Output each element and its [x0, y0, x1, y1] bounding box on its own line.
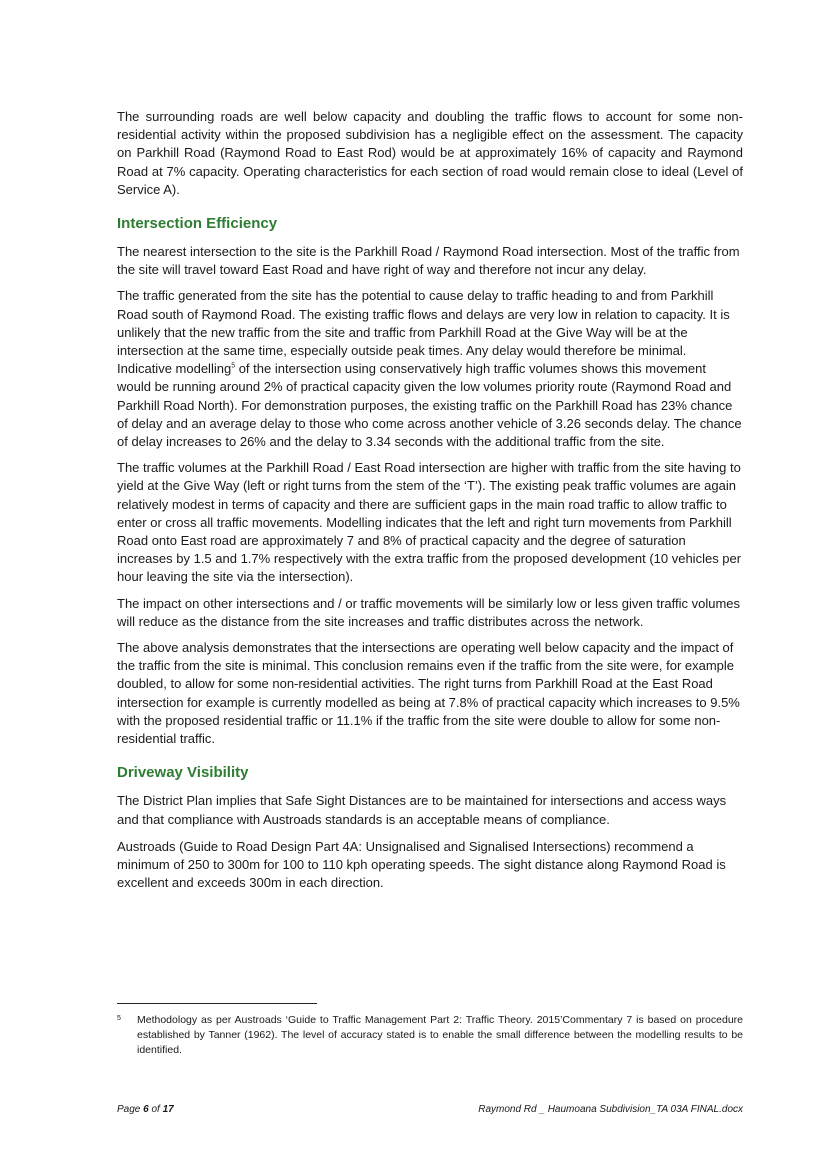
document-filename: Raymond Rd _ Haumoana Subdivision_TA 03A FINAL.docx — [478, 1104, 743, 1115]
paragraph-east-road-intersection: The traffic volumes at the Parkhill Road / East Road intersection are higher with traffic from the site having to yield at the Give Way (left or right turns from the stem of the ‘T’). The existing peak traffic volumes are again relatively modest in terms of capacity and there are sufficient gaps in the main road traffic to allow traffic to enter or cross all traffic movements. Modelling indicates that the left and right turn movements from Parkhill Road onto East road are approximately 7 and 8% of practical capacity and the degree of saturation increases by 1.5 and 1.7% respectively with the extra traffic from the proposed development (10 vehicles per hour leaving the site via the intersection). — [117, 460, 742, 585]
heading-intersection-efficiency: Intersection Efficiency — [117, 215, 278, 233]
paragraph-other-intersections: The impact on other intersections and / or traffic movements will be similarly low or less given traffic volumes will reduce as the distance from the site increases and traffic distributes across the network. — [117, 595, 741, 629]
page-current: 6 — [143, 1104, 149, 1115]
page-total: 17 — [162, 1104, 174, 1115]
footnote-separator — [117, 1003, 317, 1004]
page-footer — [117, 1104, 743, 1115]
footnote-number: 5 — [117, 1015, 121, 1022]
paragraph-traffic-generated-part2: of the intersection using conservatively high traffic volumes shows this movement would be running around 2% of practical capacity given the low volumes priority route (Raymond Road and Parkhill Road North). For demonstration purposes, the existing traffic on the Parkhill Road has 23% chance of delay and an average delay to those who come across another vehicle of 3.26 seconds delay. The chance of delay increases to 26% and the delay to 3.34 seconds with the additional traffic from the site. — [117, 361, 742, 450]
paragraph-traffic-generated — [117, 287, 743, 451]
document-body — [117, 108, 743, 892]
paragraph-analysis-summary: The above analysis demonstrates that the intersections are operating well below capacity and the impact of the traffic from the site is minimal. This conclusion remains even if the traffic from the site were, for example doubled, to allow for some non-residential activities. The right turns from Parkhill Road at the East Road intersection for example is currently modelled as being at 7.8% of practical capacity which increases to 9.5% with the proposed residential traffic or 11.1% if the traffic from the site were double to allow for some non-residential traffic. — [117, 640, 740, 747]
page-of: of — [148, 1104, 163, 1115]
paragraph-nearest-intersection: The nearest intersection to the site is the Parkhill Road / Raymond Road intersection. Most of the traffic from the site will travel toward East Road and have right of way and therefore not incur any delay. — [117, 244, 740, 278]
heading-driveway-visibility: Driveway Visibility — [117, 764, 249, 782]
paragraph-austroads: Austroads (Guide to Road Design Part 4A: Unsignalised and Signalised Intersections) recommend a minimum of 250 to 300m for 100 to 110 kph operating speeds. The sight distance along Raymond Road is excellent and exceeds 300m in each direction. — [117, 838, 726, 891]
page-number — [117, 1104, 174, 1115]
footnote-text: Methodology as per Austroads ‘Guide to Traffic Management Part 2: Traffic Theory. 2015’Commentary 7 is based on procedure established by Tanner (1962). The level of accuracy stated is to enable the small difference between the modelling results to be identified. — [137, 1014, 743, 1056]
paragraph-capacity: The surrounding roads are well below capacity and doubling the traffic flows to account for some non-residential activity within the proposed subdivision has a negligible effect on the assessment. The capacity on Parkhill Road (Raymond Road to East Rod) would be at approximately 16% of capacity and Raymond Road at 7% capacity. Operating characteristics for each section of road would remain close to ideal (Level of Service A). — [117, 109, 743, 197]
paragraph-traffic-generated-part1: The traffic generated from the site has the potential to cause delay to traffic heading to and from Parkhill Road south of Raymond Road. The existing traffic flows and delays are very low in relation to capacity. It is unlikely that the new traffic from the site and traffic from Parkhill Road at the Give Way will be at the intersection at the same time, especially outside peak times. Any delay would therefore be minimal. Indicative modelling — [117, 288, 730, 377]
paragraph-district-plan: The District Plan implies that Safe Sight Distances are to be maintained for intersections and access ways and that compliance with Austroads standards is an acceptable means of compliance. — [117, 793, 727, 827]
footnote-reference: 5 — [231, 362, 236, 370]
footnote — [117, 1013, 743, 1058]
page-prefix: Page — [117, 1104, 144, 1115]
